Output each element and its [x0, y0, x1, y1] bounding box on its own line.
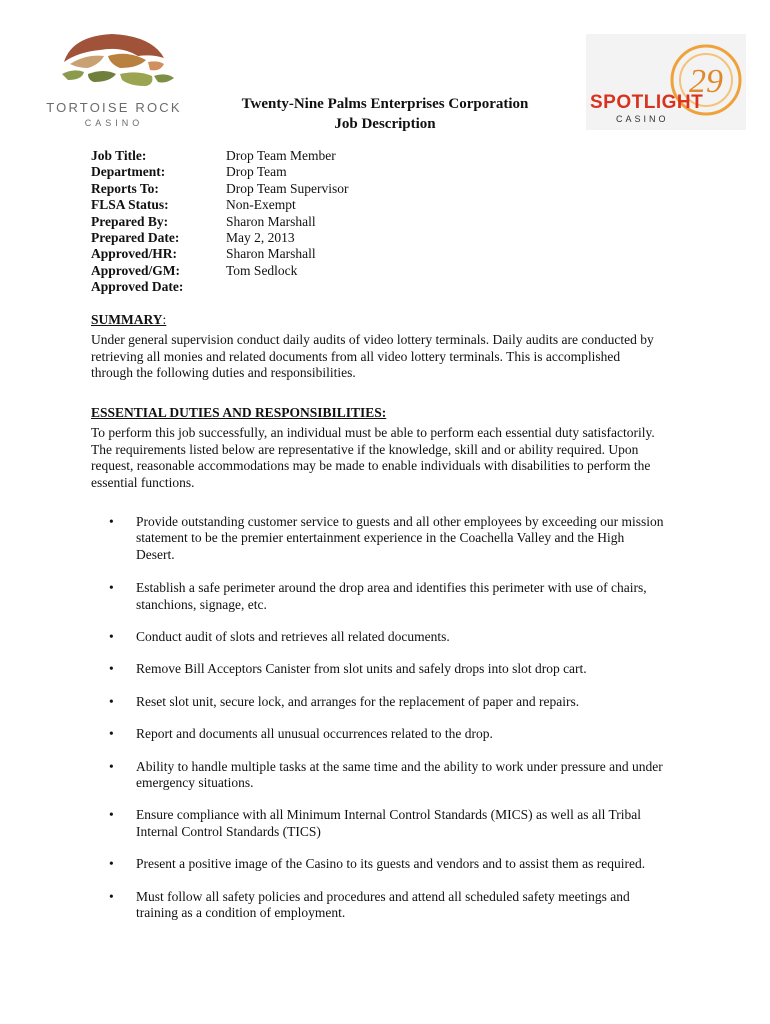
- bullet-item: • Provide outstanding customer service to guests and all other employees by exceeding our mission statement to be the premier entertainment experience in the Coachella Valley and the High Desert.: [109, 514, 664, 562]
- bullet-dot-icon: •: [109, 726, 114, 742]
- meta-label: Prepared Date:: [91, 229, 180, 245]
- spotlight-name: SPOTLIGHT: [590, 92, 704, 113]
- meta-row-reports-to: [91, 181, 349, 197]
- duties-line: request, reasonable accommodations may be made to enable individuals with disabilities to perform the: [91, 458, 651, 474]
- meta-label: Approved/HR:: [91, 246, 178, 262]
- spotlight-sub: CASINO: [616, 114, 669, 124]
- duties-heading: ESSENTIAL DUTIES AND RESPONSIBILITIES:: [91, 405, 387, 420]
- bullet-item: • Must follow all safety policies and procedures and attend all scheduled safety meetings and training as a condition of employment.: [109, 888, 630, 921]
- duties-line: To perform this job successfully, an individual must be able to perform each essential duty satisfactorily.: [91, 425, 655, 441]
- bullet-item: • Ability to handle multiple tasks at the same time and the ability to work under pressure and under emergency situations.: [109, 758, 663, 791]
- meta-value: May 2, 2013: [226, 229, 295, 245]
- meta-row-prepared-date: [91, 230, 349, 246]
- meta-label: Job Title:: [91, 148, 147, 163]
- summary-text: [91, 332, 691, 381]
- meta-label: Reports To:: [91, 180, 159, 196]
- meta-value: Non-Exempt: [226, 197, 296, 213]
- meta-label: Prepared By:: [91, 213, 169, 229]
- meta-row-prepared-by: [91, 214, 349, 230]
- summary-heading: SUMMARY:: [91, 312, 167, 327]
- summary-line: through the following duties and responsibilities.: [91, 365, 356, 381]
- bullet-item: • Reset slot unit, secure lock, and arranges for the replacement of paper and repairs.: [109, 693, 580, 709]
- spotlight-number: 29: [689, 63, 723, 100]
- meta-value: Drop Team Member: [226, 148, 336, 163]
- bullet-item: • Remove Bill Acceptors Canister from slot units and safely drops into slot drop cart.: [109, 661, 587, 677]
- bullet-dot-icon: •: [109, 514, 114, 529]
- duties-line: essential functions.: [91, 474, 195, 490]
- document-type: Job Description: [334, 116, 436, 132]
- job-meta-table: [91, 148, 349, 296]
- meta-row-approved-date: [91, 279, 349, 295]
- bullet-dot-icon: •: [109, 629, 114, 645]
- meta-value: Tom Sedlock: [226, 262, 298, 278]
- bullet-dot-icon: •: [109, 580, 114, 596]
- meta-label: FLSA Status:: [91, 197, 169, 213]
- duties-intro: [91, 425, 691, 491]
- bullet-item: • Conduct audit of slots and retrieves all related documents.: [109, 629, 450, 645]
- meta-row-approved-gm: [91, 263, 349, 279]
- bullet-dot-icon: •: [109, 661, 114, 677]
- summary-line: retrieving all monies and related documents from all video lottery terminals. This is accomplished: [91, 348, 621, 364]
- meta-value: Drop Team: [226, 164, 287, 180]
- bullet-dot-icon: •: [109, 888, 114, 904]
- bullet-item: • Establish a safe perimeter around the drop area and identifies this perimeter with use of chairs, stanchions, signage, etc.: [109, 580, 647, 612]
- summary-line: Under general supervision conduct daily audits of video lottery terminals. Daily audits are conducted by: [91, 332, 654, 348]
- meta-label: Approved/GM:: [91, 262, 181, 278]
- duties-line: The requirements listed below are representative if the knowledge, skill and or ability required. Upon: [91, 441, 639, 457]
- document-title: [200, 94, 570, 134]
- bullet-item: • Ensure compliance with all Minimum Internal Control Standards (MICS) as well as all Tribal Internal Control Standards (TICS): [109, 807, 642, 839]
- meta-row-department: [91, 164, 349, 180]
- meta-value: Sharon Marshall: [226, 246, 316, 262]
- meta-label: Department:: [91, 164, 166, 180]
- tortoise-rock-sub: CASINO: [84, 118, 144, 128]
- bullet-dot-icon: •: [109, 807, 114, 823]
- bullet-dot-icon: •: [109, 758, 114, 774]
- bullet-item: • Present a positive image of the Casino to its guests and vendors and to assist them as required.: [109, 856, 646, 872]
- summary-section: [91, 312, 691, 382]
- meta-row-job-title: [91, 148, 349, 164]
- tortoise-rock-logo: [34, 28, 194, 128]
- spotlight-casino-logo: [586, 34, 746, 130]
- bullet-dot-icon: •: [109, 856, 114, 872]
- meta-value: Sharon Marshall: [226, 213, 316, 229]
- company-name: Twenty-Nine Palms Enterprises Corporation: [241, 96, 529, 112]
- bullet-item: • Report and documents all unusual occurrences related to the drop.: [109, 726, 493, 742]
- bullet-dot-icon: •: [109, 693, 114, 709]
- meta-row-flsa-status: [91, 197, 349, 213]
- tortoise-shell-icon: [34, 28, 194, 98]
- meta-value: Drop Team Supervisor: [226, 180, 349, 196]
- meta-label: Approved Date:: [91, 279, 184, 295]
- duties-bullet-list: [107, 514, 687, 922]
- duties-section: [91, 405, 691, 491]
- tortoise-rock-name: TORTOISE ROCK: [46, 100, 182, 115]
- meta-row-approved-hr: [91, 246, 349, 262]
